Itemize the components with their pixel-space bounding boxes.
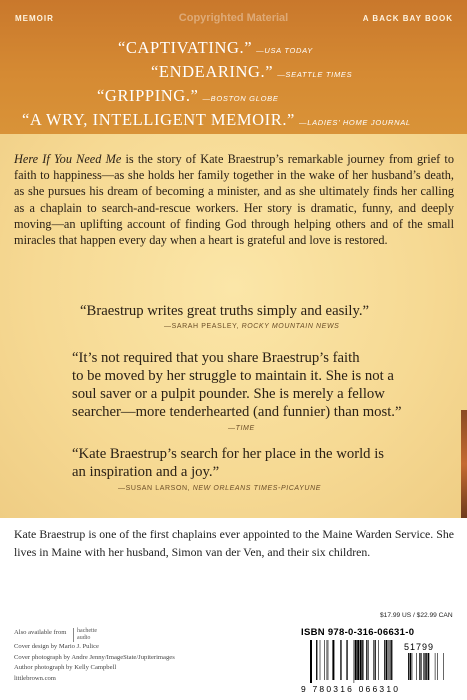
author-bio: Kate Braestrup is one of the first chaplains ever appointed to the Maine Warden Service. She lives in Maine with her husband, Simon van der Ven, and their six children. — [14, 527, 454, 559]
isbn-text: ISBN 978-0-316-06631-0 — [301, 627, 415, 638]
barcode-bar — [368, 640, 369, 680]
barcode-bar — [424, 653, 425, 680]
book-title: Here If You Need Me — [14, 152, 122, 166]
barcode-bar — [360, 640, 362, 680]
review-attribution-2 — [228, 425, 255, 432]
barcode-bar — [410, 653, 411, 680]
website-link[interactable]: littlebrown.com — [14, 674, 56, 682]
barcode-bar — [340, 640, 341, 680]
barcode-bar — [388, 640, 389, 680]
blurb-source: —LADIES’ HOME JOURNAL — [299, 118, 411, 127]
supplement-code: 51799 — [404, 642, 435, 652]
blurb-3 — [97, 86, 279, 106]
watermark: Copyrighted Material — [178, 12, 289, 24]
blurb-quote: “CAPTIVATING.” — [118, 38, 253, 57]
review-line: “Braestrup writes great truths simply and easily.” — [80, 303, 370, 319]
review-publication: NEW ORLEANS TIMES-PICAYUNE — [192, 485, 322, 492]
barcode-bar — [320, 640, 321, 680]
review-attribution-3 — [118, 485, 321, 492]
barcode-bar — [327, 640, 328, 680]
blurb-source: —USA TODAY — [256, 46, 313, 55]
book-description — [14, 151, 454, 248]
credit-line: Cover design by Mario J. Pulice — [14, 643, 99, 650]
barcode-bar — [419, 653, 420, 680]
barcode-bar — [355, 640, 357, 680]
barcode-bar — [366, 640, 367, 680]
barcode-bar — [324, 640, 325, 680]
review-line: to be moved by her struggle to maintain it. She is not a — [72, 368, 394, 384]
logo-text-1: hachette — [77, 628, 98, 634]
reviewer-name: —SUSAN LARSON, — [118, 485, 193, 492]
ean-digits: 9 780316 066310 — [301, 684, 401, 694]
ean-barcode — [310, 640, 396, 683]
review-line: “Kate Braestrup’s search for her place in the world is — [72, 446, 384, 462]
barcode-bar — [378, 640, 379, 680]
barcode-bar — [332, 640, 334, 680]
barcode-bar — [408, 653, 409, 680]
barcode-bar — [423, 653, 424, 680]
review-line: “It’s not required that you share Braestrup’s faith — [72, 350, 360, 366]
barcode-bar — [443, 653, 444, 680]
barcode-bar — [390, 640, 391, 680]
credit-line: Cover photograph by Andre Jenny/ImageState/Jupiterimages — [14, 653, 175, 661]
blurb-1 — [118, 38, 313, 58]
credit-line: Author photograph by Kelly Campbell — [14, 664, 117, 671]
credits — [14, 628, 234, 684]
blurb-4 — [22, 110, 411, 130]
barcode-bar — [328, 640, 329, 680]
barcode-bar — [426, 653, 427, 680]
publisher-label: A BACK BAY BOOK — [362, 14, 453, 23]
barcode-bar — [421, 653, 422, 680]
review-quote-1 — [80, 302, 369, 320]
price-label: $17.99 US / $22.99 CAN — [380, 612, 453, 619]
blurb-quote: “GRIPPING.” — [97, 86, 199, 105]
blurb-2 — [151, 62, 352, 82]
barcode-bar — [346, 640, 347, 680]
barcode-bar — [310, 640, 312, 683]
barcode-bar — [375, 640, 376, 680]
review-line: soul saver or a pulpit pounder. She is merely a fellow — [72, 386, 385, 402]
barcode-bar — [416, 653, 417, 680]
reviewer-name: —SARAH PEASLEY, — [164, 323, 242, 330]
blurb-quote: “ENDEARING.” — [151, 62, 274, 81]
barcode-bar — [373, 640, 374, 680]
also-available-label: Also available from — [14, 629, 67, 636]
review-quote-3 — [72, 445, 384, 481]
blurb-source: —SEATTLE TIMES — [277, 70, 353, 79]
barcode-bar — [316, 640, 317, 680]
barcode-bar — [391, 640, 392, 680]
barcode-bar — [354, 640, 355, 683]
also-available — [14, 628, 234, 642]
barcode-bar — [437, 653, 438, 680]
review-line: searcher—more tenderhearted (and funnier) than most.” — [72, 404, 402, 420]
review-attribution-1 — [164, 323, 339, 330]
logo-text-2: audio — [77, 635, 91, 641]
review-line: an inspiration and a joy.” — [72, 464, 220, 480]
review-quote-2 — [72, 349, 402, 421]
blurb-source: —BOSTON GLOBE — [202, 94, 279, 103]
hachette-audio-logo — [73, 628, 97, 642]
blurb-band — [0, 0, 467, 134]
barcode-bar — [428, 653, 429, 680]
review-publication: —TIME — [228, 425, 255, 432]
top-bar — [0, 0, 467, 32]
genre-label: MEMOIR — [15, 14, 54, 23]
barcode-bar — [362, 640, 363, 680]
supplement-barcode — [402, 653, 446, 683]
description-text: is the story of Kate Braestrup’s remarkable journey from grief to faith to happiness—as she holds her family together in the wake of her husband’s death, as she pursues his dream of becoming a minister, and as she ultimately finds her calling as a chaplain to search-and-rescue workers. Her story is dramatic, funny, and deeply moving—an uplifting account of finding God through helping others and of the small miracles that happen every day when a heart is grateful and love is restored. — [14, 152, 454, 248]
barcode-bar — [412, 653, 413, 680]
barcode-bar — [389, 640, 390, 680]
barcode-bar — [435, 653, 436, 680]
barcode-bar — [384, 640, 385, 680]
spine-edge-image — [461, 410, 467, 518]
review-publication: ROCKY MOUNTAIN NEWS — [241, 323, 340, 330]
blurb-quote: “A WRY, INTELLIGENT MEMOIR.” — [22, 110, 295, 129]
barcode-bar — [357, 640, 359, 680]
barcode-bar — [386, 640, 387, 680]
